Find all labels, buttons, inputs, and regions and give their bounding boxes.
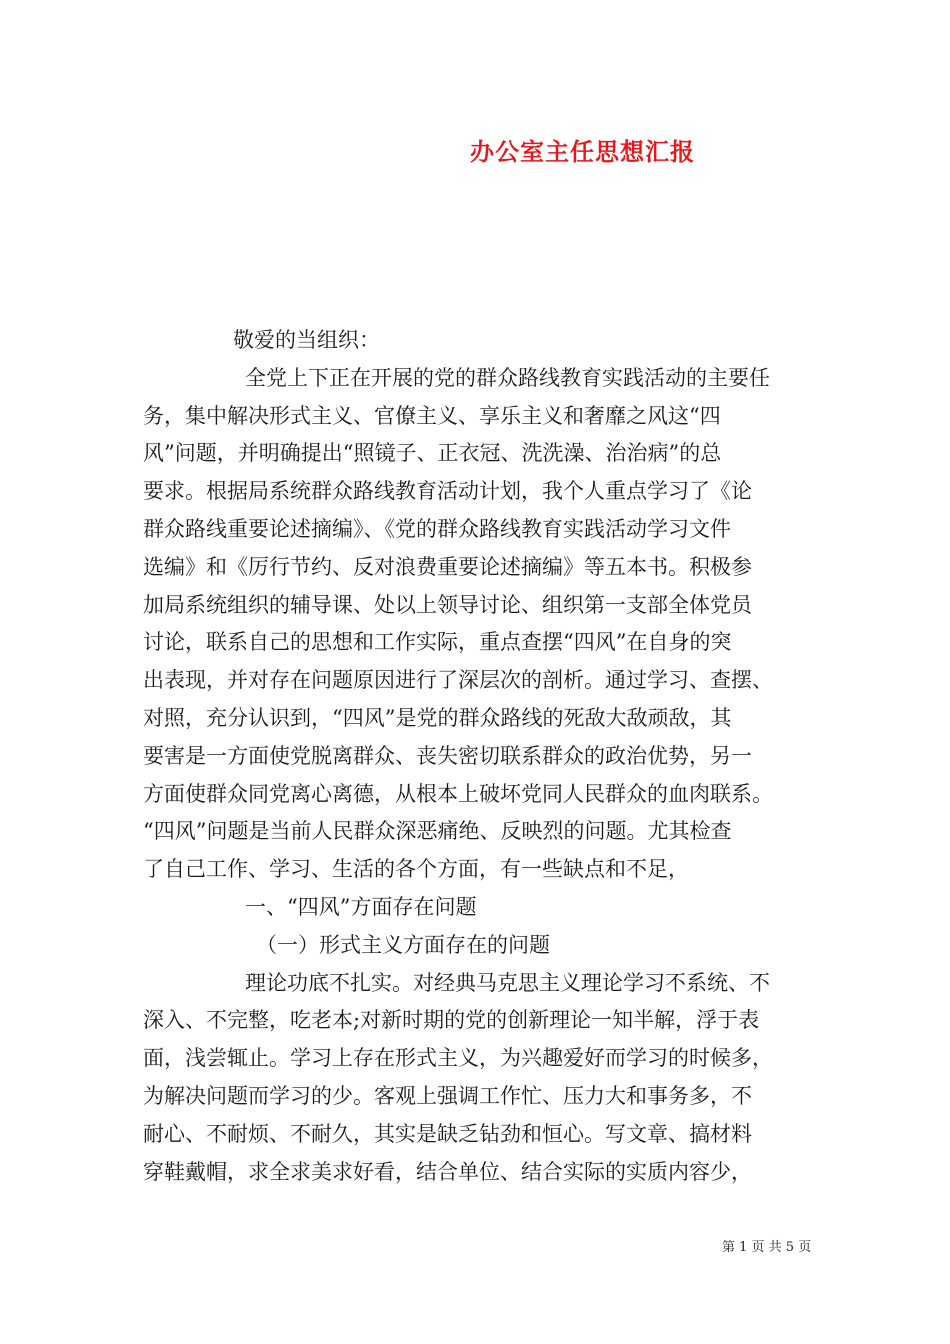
paragraph-line: 选编》和《厉行节约、反对浪费重要论述摘编》等五本书。积极参 <box>143 554 752 579</box>
page-indicator: 第 1 页 共 5 页 <box>722 1240 812 1255</box>
document-title: 办公室主任思想汇报 <box>470 137 695 166</box>
paragraph-line: 穿鞋戴帽，求全求美求好看，结合单位、结合实际的实质内容少， <box>143 1159 752 1184</box>
paragraph-line: 务，集中解决形式主义、官僚主义、享乐主义和奢靡之风这“四 <box>143 403 721 428</box>
paragraph-line: 群众路线重要论述摘编》、《党的群众路线教育实践活动学习文件 <box>143 516 731 541</box>
paragraph-line: 要求。根据局系统群众路线教育活动计划，我个人重点学习了《论 <box>143 479 752 504</box>
section-heading: 一、“四风”方面存在问题 <box>245 894 477 919</box>
paragraph-line: 方面使群众同党离心离德，从根本上破坏党同人民群众的血肉联系。 <box>143 781 773 806</box>
paragraph-line: 耐心、不耐烦、不耐久，其实是缺乏钻劲和恒心。写文章、搞材料 <box>143 1121 752 1146</box>
paragraph-line: 出表现，并对存在问题原因进行了深层次的剖析。通过学习、查摆、 <box>143 668 773 693</box>
paragraph-line: 对照，充分认识到，“四风”是党的群众路线的死敌大敌顽敌，其 <box>143 705 732 730</box>
paragraph-line: 风”问题，并明确提出“照镜子、正衣冠、洗洗澡、治治病”的总 <box>143 441 722 466</box>
paragraph-line: 讨论，联系自己的思想和工作实际，重点查摆“四风”在自身的突 <box>143 630 732 655</box>
paragraph-line: 加局系统组织的辅导课、处以上领导讨论、组织第一支部全体党员 <box>143 592 752 617</box>
paragraph-line: 深入、不完整，吃老本;对新时期的党的创新理论一知半解，浮于表 <box>143 1008 760 1033</box>
paragraph-line: 全党上下正在开展的党的群众路线教育实践活动的主要任 <box>245 365 770 390</box>
paragraph-line: “四风”问题是当前人民群众深恶痛绝、反映烈的问题。尤其检查 <box>143 819 732 844</box>
paragraph-line: 为解决问题而学习的少。客观上强调工作忙、压力大和事务多，不 <box>143 1083 752 1108</box>
subsection-heading: （一）形式主义方面存在的问题 <box>256 932 550 957</box>
paragraph-line: 了自己工作、学习、生活的各个方面，有一些缺点和不足， <box>143 857 689 882</box>
paragraph-line: 要害是一方面使党脱离群众、丧失密切联系群众的政治优势，另一 <box>143 743 752 768</box>
paragraph-line: 面，浅尝辄止。学习上存在形式主义，为兴趣爱好而学习的时候多， <box>143 1046 773 1071</box>
paragraph-line: 理论功底不扎实。对经典马克思主义理论学习不系统、不 <box>245 970 770 995</box>
salutation: 敬爱的当组织： <box>233 328 380 352</box>
document-body <box>143 322 823 1191</box>
